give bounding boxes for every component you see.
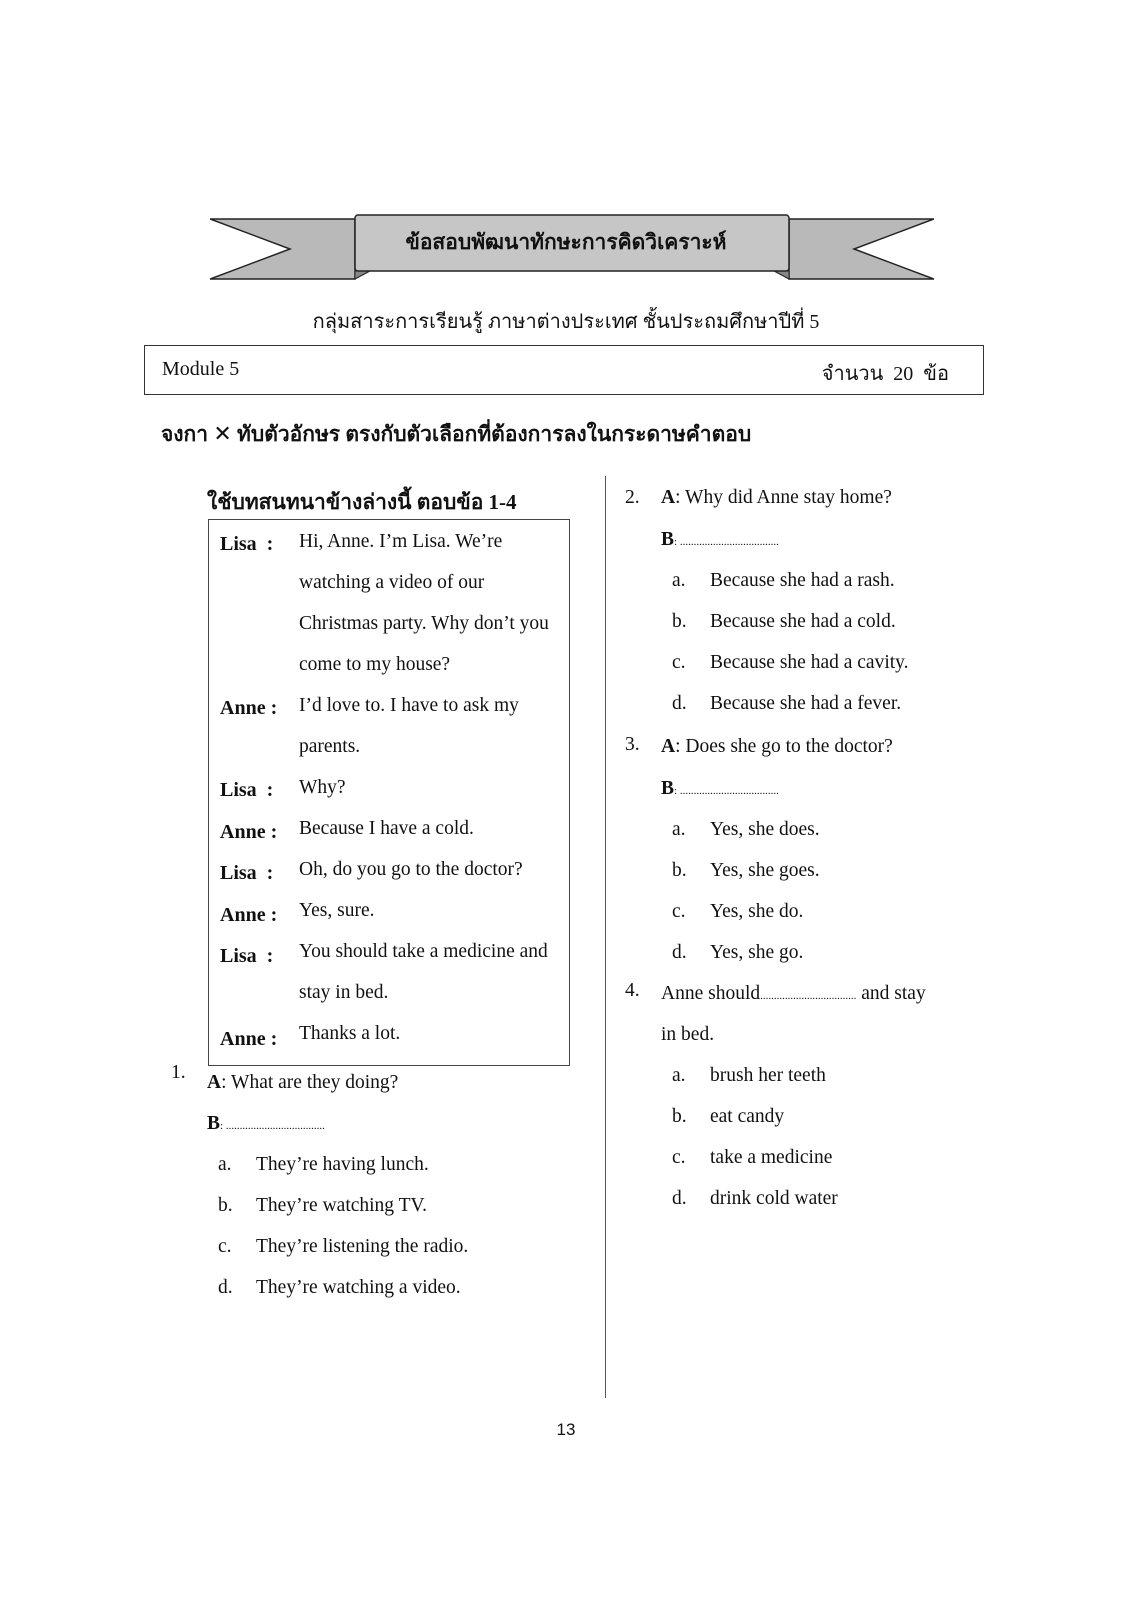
blank-dots: ...................................: [760, 990, 857, 1002]
answer-blank: [661, 778, 779, 800]
instruction-before: จงกา: [161, 422, 214, 446]
answer-blank: [661, 529, 779, 551]
question-stem: [661, 983, 926, 1005]
speaker-a-label: A: [207, 1072, 222, 1093]
option-text[interactable]: Because she had a fever.: [710, 693, 902, 714]
dialog-line: Thanks a lot.: [299, 1023, 401, 1044]
speaker-b-label: B: [661, 778, 675, 799]
dialog-line: Hi, Anne. I’m Lisa. We’re: [299, 531, 503, 552]
speaker-label: Anne :: [220, 904, 278, 926]
prompt-text: : What are they doing?: [221, 1072, 399, 1093]
option-letter[interactable]: c.: [672, 901, 686, 922]
dialog-box: [208, 519, 570, 1066]
speaker-label: Lisa :: [220, 779, 274, 801]
option-text[interactable]: They’re having lunch.: [256, 1154, 429, 1175]
question-prompt: [207, 1072, 398, 1094]
option-letter[interactable]: b.: [672, 611, 687, 632]
blank-dots: : ....................................: [674, 785, 779, 797]
option-letter[interactable]: b.: [672, 1106, 687, 1127]
banner-title: ข้อสอบพัฒนาทักษะการคิดวิเคราะห์: [405, 230, 727, 254]
option-letter[interactable]: a.: [218, 1154, 232, 1175]
blank-dots: : ....................................: [220, 1120, 325, 1132]
speaker-label: Anne :: [220, 1028, 278, 1050]
option-letter[interactable]: d.: [672, 693, 687, 714]
option-letter[interactable]: d.: [672, 1188, 687, 1209]
dialog-line: Christmas party. Why don’t you: [299, 613, 549, 634]
stem-start: Anne should: [661, 983, 761, 1004]
speaker-label: Lisa :: [220, 533, 274, 555]
option-text[interactable]: brush her teeth: [710, 1065, 826, 1086]
speaker-label: Anne :: [220, 821, 278, 843]
option-text[interactable]: They’re watching a video.: [256, 1277, 461, 1298]
option-text[interactable]: Yes, she go.: [710, 942, 804, 963]
option-letter[interactable]: c.: [218, 1236, 232, 1257]
option-text[interactable]: Because she had a rash.: [710, 570, 895, 591]
module-header-box: [144, 345, 984, 395]
option-text[interactable]: Because she had a cavity.: [710, 652, 909, 673]
question-number: 4.: [625, 980, 640, 1001]
speaker-label: Lisa :: [220, 862, 274, 884]
option-text[interactable]: Yes, she does.: [710, 819, 820, 840]
dialog-title: ใช้บทสนทนาข้างล่างนี้ ตอบข้อ 1-4: [207, 490, 517, 514]
question-number: 3.: [625, 734, 640, 755]
option-letter[interactable]: c.: [672, 652, 686, 673]
question-number: 1.: [171, 1062, 186, 1083]
prompt-text: : Why did Anne stay home?: [675, 487, 892, 508]
page-number: 13: [556, 1420, 576, 1439]
speaker-label: Anne :: [220, 697, 278, 719]
option-text[interactable]: drink cold water: [710, 1188, 838, 1209]
option-letter[interactable]: a.: [672, 1065, 686, 1086]
cross-mark-icon: ✕: [213, 422, 232, 447]
option-letter[interactable]: b.: [672, 860, 687, 881]
option-text[interactable]: They’re listening the radio.: [256, 1236, 469, 1257]
option-letter[interactable]: b.: [218, 1195, 233, 1216]
question-count: จำนวน 20 ข้อ: [821, 363, 949, 385]
option-letter[interactable]: d.: [672, 942, 687, 963]
option-text[interactable]: They’re watching TV.: [256, 1195, 427, 1216]
speaker-b-label: B: [661, 529, 675, 550]
stem-end: and stay: [856, 983, 926, 1004]
question-stem-line2: in bed.: [661, 1024, 715, 1045]
module-label: Module 5: [162, 358, 240, 380]
option-text[interactable]: eat candy: [710, 1106, 785, 1127]
dialog-line: I’d love to. I have to ask my: [299, 695, 519, 716]
speaker-label: Lisa :: [220, 945, 274, 967]
instruction-after: ทับตัวอักษร ตรงกับตัวเลือกที่ต้องการลงในกระดาษคำตอบ: [231, 422, 752, 446]
dialog-line: come to my house?: [299, 654, 451, 675]
speaker-b-label: B: [207, 1113, 221, 1134]
prompt-text: : Does she go to the doctor?: [675, 736, 893, 757]
dialog-line: Yes, sure.: [299, 900, 375, 921]
question-prompt: [661, 487, 892, 509]
dialog-line: You should take a medicine and: [299, 941, 548, 962]
option-letter[interactable]: d.: [218, 1277, 233, 1298]
option-letter[interactable]: a.: [672, 570, 686, 591]
option-letter[interactable]: c.: [672, 1147, 686, 1168]
blank-dots: : ....................................: [674, 536, 779, 548]
dialog-line: Because I have a cold.: [299, 818, 474, 839]
option-text[interactable]: Because she had a cold.: [710, 611, 896, 632]
dialog-line: stay in bed.: [299, 982, 389, 1003]
option-letter[interactable]: a.: [672, 819, 686, 840]
answer-blank: [207, 1113, 325, 1135]
dialog-line: Oh, do you go to the doctor?: [299, 859, 523, 880]
option-text[interactable]: Yes, she goes.: [710, 860, 820, 881]
dialog-line: Why?: [299, 777, 346, 798]
question-number: 2.: [625, 487, 640, 508]
option-text[interactable]: take a medicine: [710, 1147, 833, 1168]
subject-subtitle: กลุ่มสาระการเรียนรู้ ภาษาต่างประเทศ ชั้นประถมศึกษาปีที่ 5: [312, 311, 820, 333]
question-prompt: [661, 736, 893, 758]
dialog-line: watching a video of our: [299, 572, 485, 593]
dialog-line: parents.: [299, 736, 361, 757]
instruction: [161, 418, 751, 451]
option-text[interactable]: Yes, she do.: [710, 901, 804, 922]
speaker-a-label: A: [661, 736, 676, 757]
speaker-a-label: A: [661, 487, 676, 508]
column-divider: [605, 476, 606, 1398]
